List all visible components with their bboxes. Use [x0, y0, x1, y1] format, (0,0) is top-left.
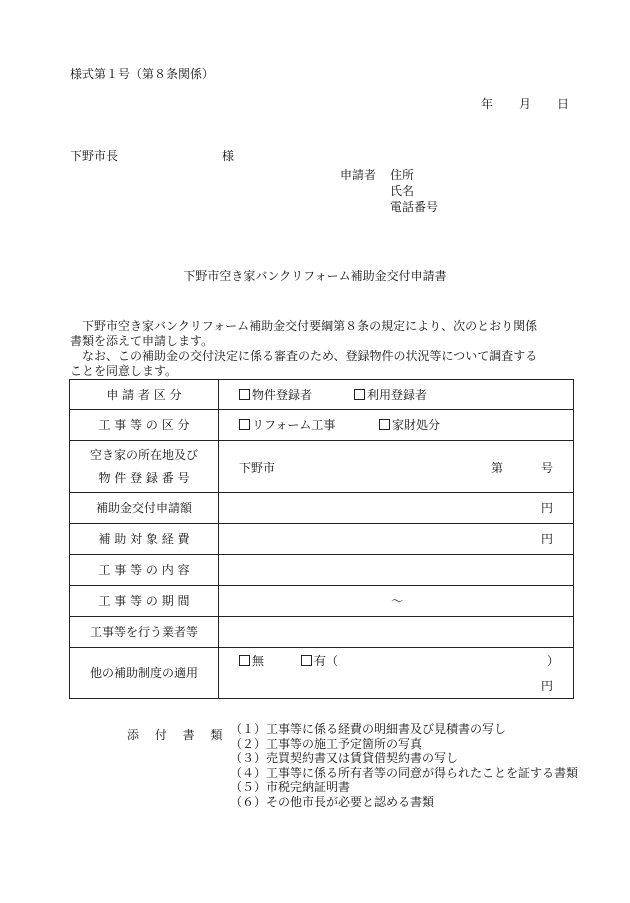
label-work-period: 工 事 等 の 期 間 [70, 586, 219, 617]
option-household-disposal[interactable] [379, 418, 440, 432]
option-label: リフォーム工事 [252, 418, 336, 432]
date-month-label: 月 [519, 97, 532, 111]
row-work-content [70, 555, 574, 586]
work-period-tilde: ～ [391, 594, 404, 608]
row-applicant-type [70, 380, 574, 410]
body-line-2: 書類を添えて申請します。 [70, 334, 214, 348]
date-year-label: 年 [481, 97, 494, 111]
label-target-cost: 補 助 対 象 経 費 [70, 524, 219, 555]
target-cost-field[interactable] [219, 524, 574, 555]
applicant-name-label: 氏名 [390, 184, 415, 198]
yes-close-paren: ） [546, 654, 559, 668]
location-city: 下野市 [239, 461, 276, 475]
location-field[interactable] [219, 441, 574, 493]
application-table [69, 379, 574, 699]
row-work-period [70, 586, 574, 617]
label-contractor: 工事等を行う業者等 [70, 617, 219, 648]
label-location-line2: 物 件 登 録 番 号 [98, 470, 190, 485]
applicant-address-label: 住所 [390, 168, 415, 182]
option-label: 物件登録者 [252, 388, 313, 402]
other-subsidy-unit: 円 [540, 679, 553, 693]
date-day-label: 日 [557, 97, 570, 111]
subsidy-amount-unit: 円 [540, 501, 553, 515]
cell-applicant-type [219, 380, 574, 410]
addressee: 下野市長 [70, 149, 119, 163]
target-cost-unit: 円 [540, 532, 553, 546]
body-line-1: 下野市空き家バンクリフォーム補助金交付要綱第８条の規定により、次のとおり関係 [82, 319, 538, 333]
option-label: 有（ [314, 654, 339, 668]
attachment-item: （５）市税完納証明書 [230, 780, 351, 794]
location-dai: 第 [491, 461, 504, 475]
option-label: 無 [252, 654, 265, 668]
row-contractor [70, 617, 574, 648]
option-yes[interactable] [301, 654, 338, 668]
option-property-registrant[interactable] [239, 388, 312, 402]
label-applicant-type: 申 請 者 区 分 [70, 380, 219, 410]
location-go: 号 [540, 461, 553, 475]
option-none[interactable] [239, 654, 264, 668]
document-title: 下野市空き家バンクリフォーム補助金交付申請書 [183, 269, 447, 283]
body-line-3: なお、この補助金の交付決定に係る審査のため、登録物件の状況等について調査する [82, 349, 538, 363]
label-location [70, 441, 219, 493]
attachment-item: （２）工事等の施工予定箇所の写真 [230, 736, 423, 751]
label-work-content: 工 事 等 の 内 容 [70, 555, 219, 586]
option-label: 家財処分 [392, 418, 441, 432]
checkbox-icon [239, 655, 250, 666]
row-target-cost [70, 524, 574, 555]
row-other-subsidy [70, 648, 574, 699]
attachments-list [230, 722, 578, 809]
option-user-registrant[interactable] [354, 388, 427, 402]
label-work-type: 工 事 等 の 区 分 [70, 410, 219, 441]
applicant-phone-label: 電話番号 [390, 200, 439, 214]
contractor-field[interactable] [219, 617, 574, 648]
checkbox-icon [239, 419, 250, 430]
label-subsidy-amount: 補助金交付申請額 [70, 493, 219, 524]
attachment-item: （１）工事等に係る経費の明細書及び見積書の写し [230, 722, 507, 736]
checkbox-icon [239, 389, 250, 400]
option-label: 利用登録者 [367, 388, 428, 402]
checkbox-icon [301, 655, 312, 666]
label-other-subsidy: 他の補助制度の適用 [70, 648, 219, 699]
form-number: 様式第１号（第８条関係） [70, 67, 215, 81]
attachment-item: （６）その他市長が必要と認める書類 [230, 794, 435, 809]
cell-work-type [219, 410, 574, 441]
option-reform-work[interactable] [239, 418, 335, 432]
cell-other-subsidy [219, 648, 574, 699]
checkbox-icon [379, 419, 390, 430]
body-line-4: ことを同意します。 [70, 364, 178, 378]
honorific: 様 [222, 149, 235, 163]
attachment-item: （３）売買契約書又は賃貸借契約書の写し [230, 751, 459, 765]
checkbox-icon [354, 389, 365, 400]
row-work-type [70, 410, 574, 441]
work-content-field[interactable] [219, 555, 574, 586]
attachments-label: 添 付 書 類 [127, 728, 229, 742]
row-location [70, 441, 574, 493]
attachment-item: （４）工事等に係る所有者等の同意が得られたことを証する書類 [230, 765, 579, 780]
applicant-label: 申請者 [340, 168, 377, 182]
work-period-field[interactable] [219, 586, 574, 617]
label-location-line1: 空き家の所在地及び [89, 447, 198, 462]
row-subsidy-amount [70, 493, 574, 524]
subsidy-amount-field[interactable] [219, 493, 574, 524]
